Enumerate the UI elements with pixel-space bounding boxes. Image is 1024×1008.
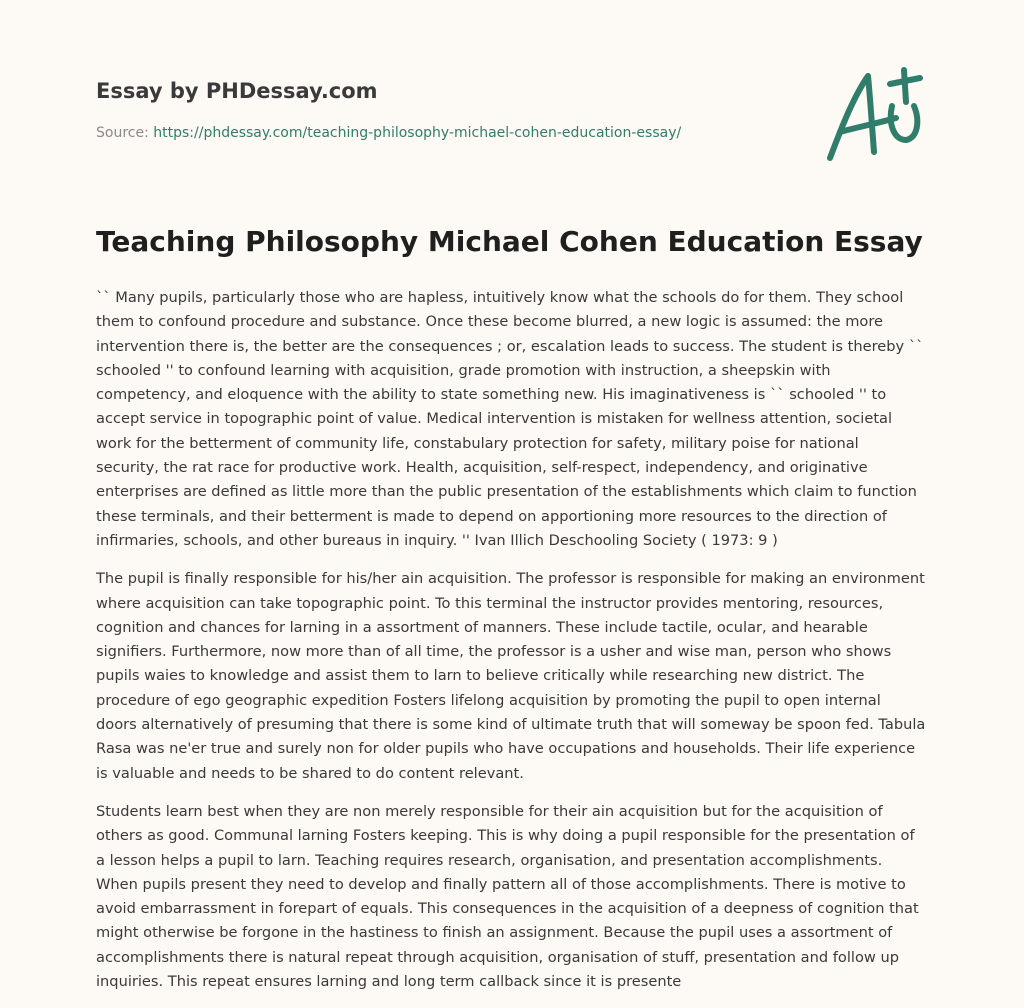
essay-paragraph: `` Many pupils, particularly those who are hapless, intuitively know what the schools do for them. They school them to confound procedure and substance. Once these become blurred, a new logic is assumed: the more intervention there is, the better are the consequences ; or, escalation leads to success. The student is thereby `` schooled '' to confound learning with acquisition, grade promotion with instruction, a sheepskin with competency, and eloquence with the ability to state something new. His imaginativeness is `` schooled '' to accept service in topographic point of value. Medical intervention is mistaken for wellness attention, societal work for the betterment of community life, constabulary protection for safety, military poise for national security, the rat race for productive work. Health, acquisition, self-respect, independency, and originative enterprises are defined as little more than the public presentation of the establishments which claim to function these terminals, and their betterment is made to depend on apportioning more resources to the direction of infirmaries, schools, and other bureaus in inquiry. '' Ivan Illich Deschooling Society ( 1973: 9 ) <box>96 289 924 549</box>
essay-paragraph: Students learn best when they are non merely responsible for their ain acquisition but for the acquisition of others as good. Communal larning Fosters keeping. This is why doing a pupil responsible for the presentation of a lesson helps a pupil to larn. Teaching requires research, organisation, and presentation accomplishments. When pupils present they need to develop and finally pattern all of those accomplishments. There is motive to avoid embarrassment in forepart of equals. This consequences in the acquisition of a deepness of cognition that might otherwise be forgone in the hastiness to finish an assignment. Because the pupil uses a assortment of accomplishments there is natural repeat through acquisition, organisation of stuff, presentation and follow up inquiries. This repeat ensures larning and long term callback since it is presente <box>96 802 919 991</box>
site-title: Essay by PHDessay.com <box>96 79 378 103</box>
essay-paragraph: The pupil is finally responsible for his/her ain acquisition. The professor is responsible for making an environment where acquisition can take topographic point. To this terminal the instructor provides mentoring, resources, cognition and chances for larning in a assortment of manners. These include tactile, ocular, and hearable signifiers. Furthermore, now more than of all time, the professor is a usher and wise man, person who shows pupils waies to knowledge and assist them to larn to believe critically while researching new district. The procedure of ego geographic expedition Fosters lifelong acquisition by promoting the pupil to open internal doors alternatively of presuming that there is some kind of ultimate truth that will someway be spoon fed. Tabula Rasa was ne'er true and surely non for older pupils who have occupations and households. Their life experience is valuable and needs to be shared to do content relevant. <box>96 570 926 782</box>
source-label: Source: <box>96 125 149 141</box>
source-line <box>96 125 681 141</box>
essay-title: Teaching Philosophy Michael Cohen Education Essay <box>96 225 923 258</box>
a-plus-grade-icon <box>822 66 932 166</box>
essay-body <box>96 286 926 1008</box>
source-link[interactable]: https://phdessay.com/teaching-philosophy-michael-cohen-education-essay/ <box>153 125 682 141</box>
